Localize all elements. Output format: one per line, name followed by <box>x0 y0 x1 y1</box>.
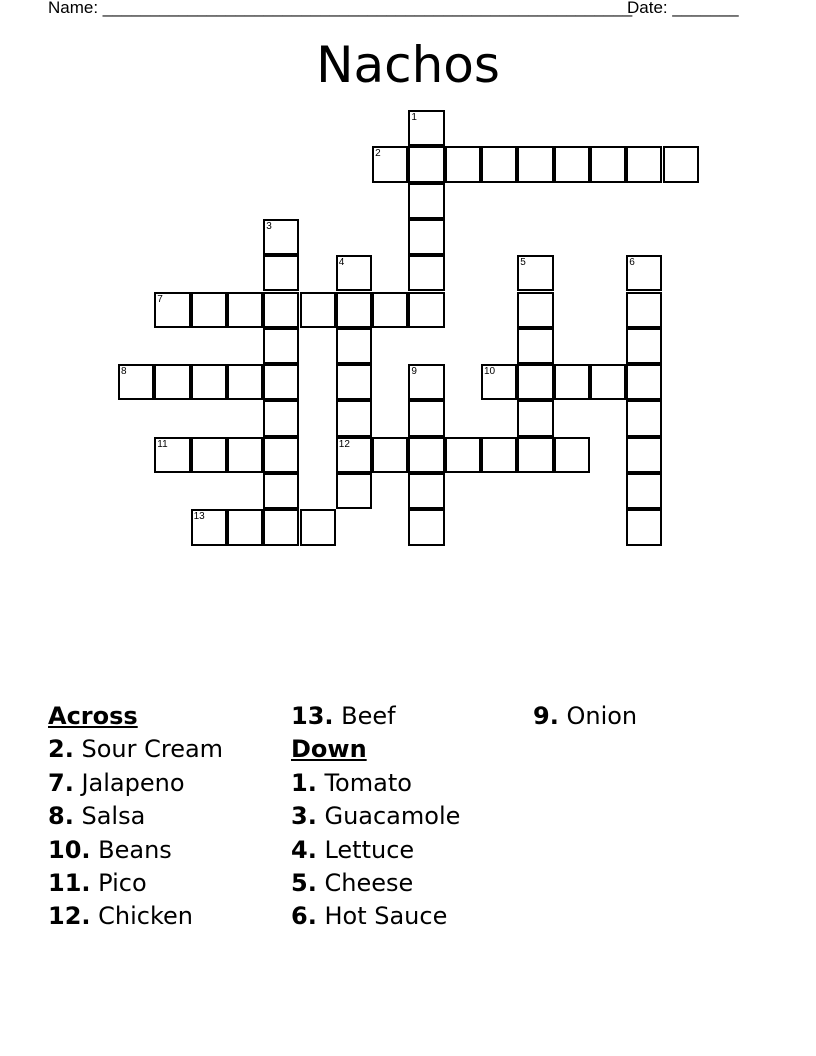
crossword-cell[interactable] <box>408 219 444 255</box>
crossword-cell[interactable] <box>191 509 227 545</box>
crossword-cell[interactable] <box>408 292 444 328</box>
crossword-cell[interactable] <box>263 400 299 436</box>
crossword-cell[interactable] <box>300 292 336 328</box>
clue-text: Hot Sauce <box>324 902 448 931</box>
crossword-cell[interactable] <box>626 292 662 328</box>
crossword-cell[interactable] <box>517 400 553 436</box>
crossword-cell[interactable] <box>263 328 299 364</box>
clue-text: Onion <box>566 702 638 730</box>
clue-down-4 <box>291 834 460 867</box>
crossword-cell[interactable] <box>554 437 590 473</box>
clue-number: 9. <box>533 702 559 730</box>
clue-text: Guacamole <box>324 802 461 831</box>
crossword-cell[interactable] <box>372 292 408 328</box>
clue-number: 10. <box>48 835 91 864</box>
clue-number-label: 3 <box>266 220 272 232</box>
crossword-cell[interactable] <box>191 292 227 328</box>
clue-number-label: 8 <box>121 366 127 378</box>
puzzle-title: Nachos <box>316 36 500 94</box>
crossword-cell[interactable] <box>554 364 590 400</box>
crossword-cell[interactable] <box>663 146 699 182</box>
clue-number-label: 5 <box>520 257 526 269</box>
crossword-cell[interactable] <box>336 400 372 436</box>
clue-down-1 <box>291 767 460 800</box>
crossword-cell[interactable] <box>626 328 662 364</box>
clue-text: Beef <box>341 702 396 730</box>
crossword-cell[interactable] <box>336 292 372 328</box>
clue-text: Beans <box>98 835 172 864</box>
crossword-cell[interactable] <box>517 255 553 291</box>
crossword-cell[interactable] <box>626 509 662 545</box>
crossword-cell[interactable] <box>263 364 299 400</box>
crossword-cell[interactable] <box>191 437 227 473</box>
date-field-label: Date: _______ <box>627 0 739 17</box>
crossword-cell[interactable] <box>517 292 553 328</box>
crossword-cell[interactable] <box>408 146 444 182</box>
crossword-cell[interactable] <box>263 219 299 255</box>
clue-text: Salsa <box>81 802 146 831</box>
crossword-cell[interactable] <box>626 255 662 291</box>
clue-across-13 <box>291 700 460 733</box>
crossword-cell[interactable] <box>481 146 517 182</box>
crossword-cell[interactable] <box>408 400 444 436</box>
crossword-cell[interactable] <box>517 364 553 400</box>
clue-number: 6. <box>291 902 317 931</box>
crossword-cell[interactable] <box>118 364 154 400</box>
crossword-cell[interactable] <box>408 110 444 146</box>
crossword-cell[interactable] <box>626 437 662 473</box>
clue-text: Sour Cream <box>81 735 224 764</box>
clue-number: 8. <box>48 802 74 831</box>
crossword-cell[interactable] <box>300 509 336 545</box>
crossword-cell[interactable] <box>191 364 227 400</box>
crossword-cell[interactable] <box>590 364 626 400</box>
clue-number: 1. <box>291 768 317 797</box>
clue-number: 13. <box>291 702 334 730</box>
crossword-cell[interactable] <box>227 437 263 473</box>
down-heading: Down <box>291 735 367 764</box>
crossword-cell[interactable] <box>408 437 444 473</box>
crossword-cell[interactable] <box>227 292 263 328</box>
crossword-cell[interactable] <box>481 364 517 400</box>
crossword-cell[interactable] <box>154 437 190 473</box>
clue-number-label: 12 <box>338 438 350 450</box>
crossword-cell[interactable] <box>263 292 299 328</box>
crossword-cell[interactable] <box>517 437 553 473</box>
clue-down-6 <box>291 900 460 933</box>
crossword-cell[interactable] <box>263 509 299 545</box>
crossword-cell[interactable] <box>408 364 444 400</box>
clue-number-label: 1 <box>411 112 417 123</box>
name-field-label: Name: ________________________________________________________ <box>48 0 633 17</box>
crossword-cell[interactable] <box>372 437 408 473</box>
crossword-cell[interactable] <box>626 146 662 182</box>
crossword-cell[interactable] <box>590 146 626 182</box>
crossword-cell[interactable] <box>336 473 372 509</box>
clue-text: Pico <box>98 869 147 898</box>
crossword-cell[interactable] <box>517 146 553 182</box>
clue-number: 4. <box>291 835 317 864</box>
clue-number: 12. <box>48 902 91 931</box>
crossword-cell[interactable] <box>445 146 481 182</box>
clue-text: Chicken <box>98 902 194 931</box>
clue-number-label: 13 <box>193 511 205 523</box>
crossword-cell[interactable] <box>408 509 444 545</box>
clue-across-2 <box>48 733 223 766</box>
clue-number: 11. <box>48 869 91 898</box>
crossword-cell[interactable] <box>517 328 553 364</box>
crossword-cell[interactable] <box>227 364 263 400</box>
crossword-cell[interactable] <box>154 364 190 400</box>
clue-number-label: 4 <box>338 257 345 269</box>
clue-number-label: 2 <box>375 148 381 160</box>
clue-down-5 <box>291 867 460 900</box>
crossword-cell[interactable] <box>554 146 590 182</box>
clue-text: Cheese <box>324 869 414 898</box>
clue-across-8 <box>48 800 223 833</box>
clue-number-label: 7 <box>157 293 163 305</box>
clue-number-label: 6 <box>629 257 635 269</box>
clue-text: Jalapeno <box>81 768 185 797</box>
crossword-cell[interactable] <box>481 437 517 473</box>
clue-text: Tomato <box>324 768 412 797</box>
clue-number: 5. <box>291 869 317 898</box>
clue-number: 2. <box>48 735 74 764</box>
clue-number: 7. <box>48 768 74 797</box>
crossword-cell[interactable] <box>626 473 662 509</box>
crossword-cell[interactable] <box>626 400 662 436</box>
crossword-cell[interactable] <box>227 509 263 545</box>
clues-column-1 <box>48 700 223 934</box>
crossword-cell[interactable] <box>445 437 481 473</box>
crossword-cell[interactable] <box>408 183 444 219</box>
clue-across-7 <box>48 767 223 800</box>
crossword-cell[interactable] <box>408 255 444 291</box>
crossword-cell[interactable] <box>336 364 372 400</box>
clue-number-label: 9 <box>411 366 417 378</box>
clue-across-12 <box>48 900 223 933</box>
clue-number: 3. <box>291 802 317 831</box>
crossword-cell[interactable] <box>626 364 662 400</box>
clues-column-2 <box>291 700 460 934</box>
crossword-cell[interactable] <box>263 473 299 509</box>
clue-number-label: 11 <box>157 438 168 450</box>
clue-across-10 <box>48 834 223 867</box>
clue-text: Lettuce <box>324 835 415 864</box>
crossword-cell[interactable] <box>154 292 190 328</box>
crossword-cell[interactable] <box>263 437 299 473</box>
clue-down-3 <box>291 800 460 833</box>
crossword-cell[interactable] <box>336 328 372 364</box>
clue-number-label: 10 <box>484 366 496 378</box>
clue-across-11 <box>48 867 223 900</box>
across-heading: Across <box>48 702 138 730</box>
crossword-cell[interactable] <box>336 437 372 473</box>
crossword-cell[interactable] <box>408 473 444 509</box>
clue-down-9 <box>533 700 637 733</box>
crossword-cell[interactable] <box>336 255 372 291</box>
clues-column-3 <box>533 700 637 733</box>
crossword-cell[interactable] <box>263 255 299 291</box>
crossword-cell[interactable] <box>372 146 408 182</box>
